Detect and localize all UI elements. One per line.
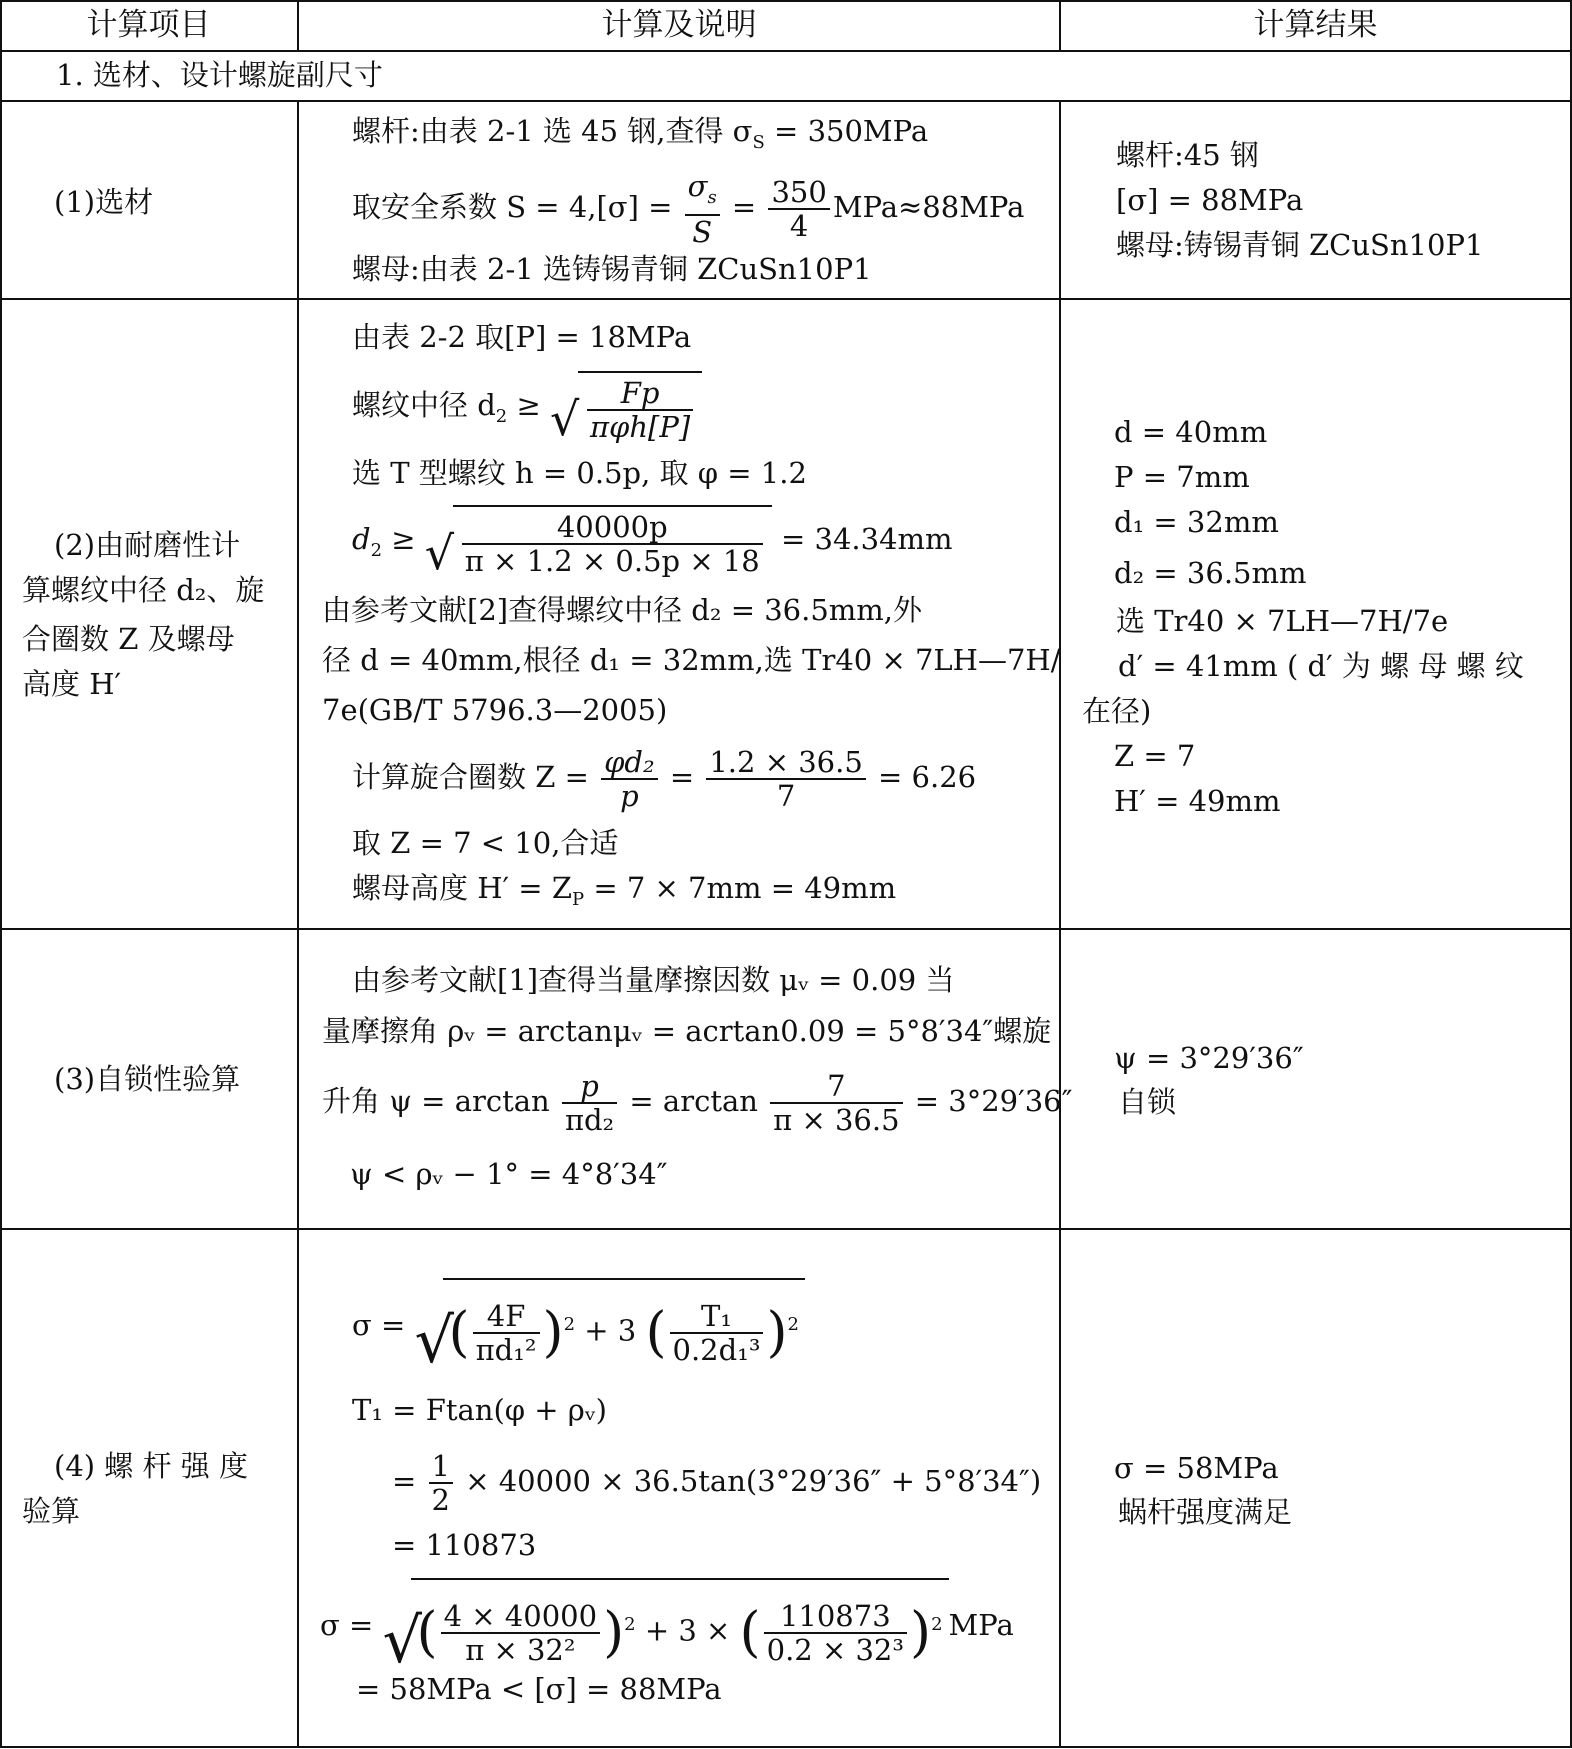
- row2-calc-line8: 计算旋合圈数 Z = $\frac{\text{φd₂}}{p}$ = $\frac{1.2 \times 36.5}{7}$ = 6.26: [352, 745, 977, 813]
- row-divider: [0, 928, 1572, 930]
- row2-calc-line7: 7e(GB/T 5796.3—2005): [322, 693, 668, 727]
- row4-item-line2: 验算: [22, 1494, 81, 1528]
- row3-calc-line2: 量摩擦角 ρᵥ = arctanμᵥ = acrtan0.09 = 5°8′34″螺旋: [322, 1014, 1052, 1048]
- header-calc: 计算及说明: [601, 7, 757, 43]
- row2-result-6: d′ = 41mm ( d′ 为 螺 母 螺 纹: [1118, 649, 1524, 683]
- row2-result-7: 在径): [1082, 694, 1152, 728]
- row2-result-3: d₁ = 32mm: [1114, 505, 1279, 539]
- row2-item-line3: 合圈数 Z 及螺母: [22, 622, 235, 656]
- row3-item: (3)自锁性验算: [54, 1062, 241, 1096]
- row4-result-1: σ = 58MPa: [1114, 1451, 1279, 1485]
- row2-calc-line5: 由参考文献[2]查得螺纹中径 d₂ = 36.5mm,外: [322, 593, 923, 627]
- row2-result-1: d = 40mm: [1114, 415, 1268, 449]
- row2-calc-line4: $d_2$ ≥ √ $\frac{40000p}{\pi \times 1.2 \times 0.5p \times 18}$ = 34.34mm: [352, 504, 953, 586]
- section-title: 1. 选材、设计螺旋副尺寸: [56, 58, 383, 92]
- row3-result-2: 自锁: [1118, 1085, 1177, 1119]
- row2-result-2: P = 7mm: [1114, 460, 1250, 494]
- table-border-left: [0, 0, 2, 1748]
- row4-calc-line5: σ = √ ( $\frac{4 \times 40000}{\text{π × 32²}}$ )$^2$ + 3 × ( $\frac{110873}{\text{0.2 × 32³}}$ )$^2$ MPa: [320, 1578, 1014, 1676]
- row2-calc-line9: 取 Z = 7 < 10,合适: [352, 826, 619, 860]
- column-divider: [297, 100, 299, 1748]
- row4-result-2: 蜗杆强度满足: [1118, 1495, 1293, 1529]
- row1-calc-line2: 取安全系数 S = 4,[σ] = $\frac{\sigma_s}{S}$ = $\frac{350}{4}$ MPa≈88MPa: [352, 169, 1025, 249]
- row2-result-8: Z = 7: [1114, 739, 1196, 773]
- row-divider: [0, 298, 1572, 300]
- row4-item-line1: (4) 螺 杆 强 度: [54, 1449, 248, 1483]
- row3-result-1: ψ = 3°29′36″: [1114, 1041, 1304, 1075]
- header-divider: [0, 50, 1572, 52]
- row2-result-5: 选 Tr40 × 7LH—7H/7e: [1116, 604, 1449, 638]
- row2-calc-line2: 螺纹中径 $d_2$ ≥ √ $\frac{Fp}{\text{πφh[P]}}$: [352, 370, 702, 452]
- row3-calc-line3: 升角 ψ = arctan $\frac{p}{\text{πd₂}}$ = arctan $\frac{7}{\pi \times 36.5}$ = 3°29′36″: [322, 1069, 1073, 1137]
- row3-calc-line1: 由参考文献[1]查得当量摩擦因数 μᵥ = 0.09 当: [352, 963, 955, 997]
- row2-item-line4: 高度 H′: [22, 667, 122, 701]
- row-divider: [0, 1228, 1572, 1230]
- row1-calc-line3: 螺母:由表 2-1 选铸锡青铜 ZCuSn10P1: [352, 252, 872, 286]
- header-result: 计算结果: [1253, 7, 1378, 43]
- row4-calc-line4: = 110873: [392, 1528, 537, 1562]
- header-item: 计算项目: [86, 7, 211, 43]
- row2-item-line1: (2)由耐磨性计: [54, 528, 241, 562]
- row2-calc-line10: 螺母高度 $H' = Z_P = 7 \times 7mm = 49mm$: [352, 871, 897, 910]
- row2-calc-line3: 选 T 型螺纹 h = 0.5p, 取 φ = 1.2: [352, 456, 807, 490]
- row4-calc-line6: = 58MPa < [σ] = 88MPa: [356, 1672, 722, 1706]
- row1-calc-line1: 螺杆:由表 2-1 选 45 钢,查得 $\sigma_S = 350MPa$: [352, 114, 929, 153]
- row1-result-1: 螺杆:45 钢: [1116, 138, 1259, 172]
- row4-calc-line2: T₁ = Ftan(φ + ρᵥ): [352, 1393, 607, 1427]
- column-divider: [1059, 100, 1061, 1748]
- row2-result-4: d₂ = 36.5mm: [1114, 556, 1307, 590]
- section-divider: [0, 100, 1572, 102]
- table-border-bottom: [0, 1746, 1572, 1748]
- row1-item: (1)选材: [54, 185, 154, 219]
- row2-result-9: H′ = 49mm: [1114, 784, 1281, 818]
- row1-result-2: [σ] = 88MPa: [1116, 183, 1304, 217]
- row3-calc-line4: ψ < ρᵥ − 1° = 4°8′34″: [350, 1157, 668, 1191]
- table-border-top: [0, 0, 1572, 2]
- row4-calc-line3: = $\frac{1}{2}$ × 40000 × 36.5tan(3°29′36″ + 5°8′34″): [392, 1449, 1042, 1517]
- row1-result-3: 螺母:铸锡青铜 ZCuSn10P1: [1116, 228, 1484, 262]
- row2-calc-line6: 径 d = 40mm,根径 d₁ = 32mm,选 Tr40 × 7LH—7H/: [322, 643, 1061, 677]
- row2-calc-line1: 由表 2-2 取[P] = 18MPa: [352, 320, 692, 354]
- row2-item-line2: 算螺纹中径 d₂、旋: [22, 573, 265, 607]
- row4-calc-line1: σ = √ ( $\frac{4F}{\text{πd₁²}}$ )$^2$ + 3 ( $\frac{\text{T₁}}{\text{0.2d₁³}}$ )$^2$: [352, 1278, 805, 1376]
